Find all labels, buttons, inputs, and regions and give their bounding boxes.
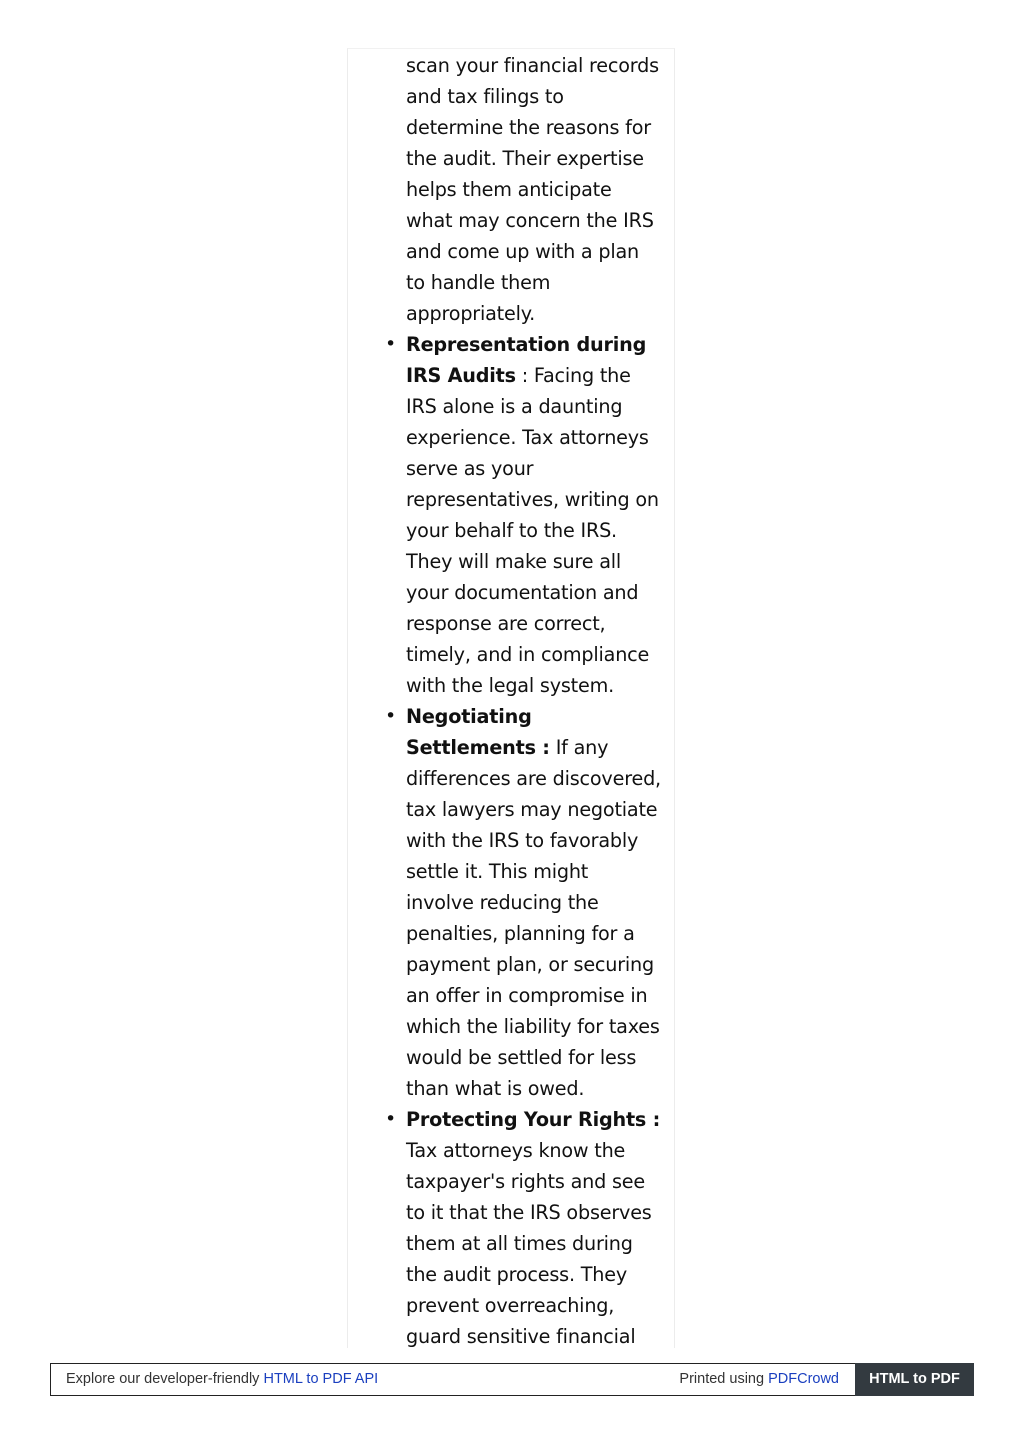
list-item-text: Tax attorneys know the taxpayer's rights and see to it that the IRS observes them at all times during the audit process. They prevent overreaching, guard sensitive financial bbox=[406, 1139, 652, 1348]
footer-left-text: Explore our developer-friendly bbox=[66, 1371, 264, 1387]
list-item-separator: : bbox=[515, 364, 534, 387]
pdfcrowd-link[interactable]: PDFCrowd bbox=[768, 1371, 839, 1387]
list-item bbox=[385, 1104, 661, 1348]
article-content bbox=[385, 49, 661, 1348]
list-item bbox=[385, 329, 661, 701]
pdfcrowd-footer bbox=[50, 1363, 974, 1396]
list-item-term: Protecting Your Rights : bbox=[406, 1108, 661, 1131]
bullet-icon: • bbox=[385, 705, 397, 727]
footer-right-text: Printed using bbox=[679, 1371, 769, 1387]
list-item-term: Representation during IRS Audits bbox=[406, 333, 647, 387]
paragraph-continuation: scan your financial records and tax filings to determine the reasons for the audit. Their expertise helps them anticipate what may concern the IRS and come up with a plan to handle them appropriately. bbox=[406, 54, 659, 325]
footer-right bbox=[679, 1364, 839, 1395]
bullet-icon: • bbox=[385, 333, 397, 355]
list-item bbox=[385, 701, 661, 1104]
html-to-pdf-badge[interactable]: HTML to PDF bbox=[855, 1363, 974, 1396]
article-column bbox=[347, 48, 675, 1348]
bullet-icon: • bbox=[385, 1108, 397, 1130]
footer-left bbox=[66, 1364, 378, 1395]
bullet-list bbox=[385, 329, 661, 1348]
list-item-text: Facing the IRS alone is a daunting experience. Tax attorneys serve as your representatives, writing on your behalf to the IRS. They will make sure all your documentation and response are correct, timely, and in compliance with the legal system. bbox=[406, 364, 659, 697]
html-to-pdf-api-link[interactable]: HTML to PDF API bbox=[263, 1371, 379, 1387]
list-item-term: Negotiating Settlements : bbox=[406, 705, 550, 759]
list-item-text: If any differences are discovered, tax lawyers may negotiate with the IRS to favorably settle it. This might involve reducing the penalties, planning for a payment plan, or securing an offer in compromise in which the liability for taxes would be settled for less than what is owed. bbox=[406, 736, 661, 1100]
